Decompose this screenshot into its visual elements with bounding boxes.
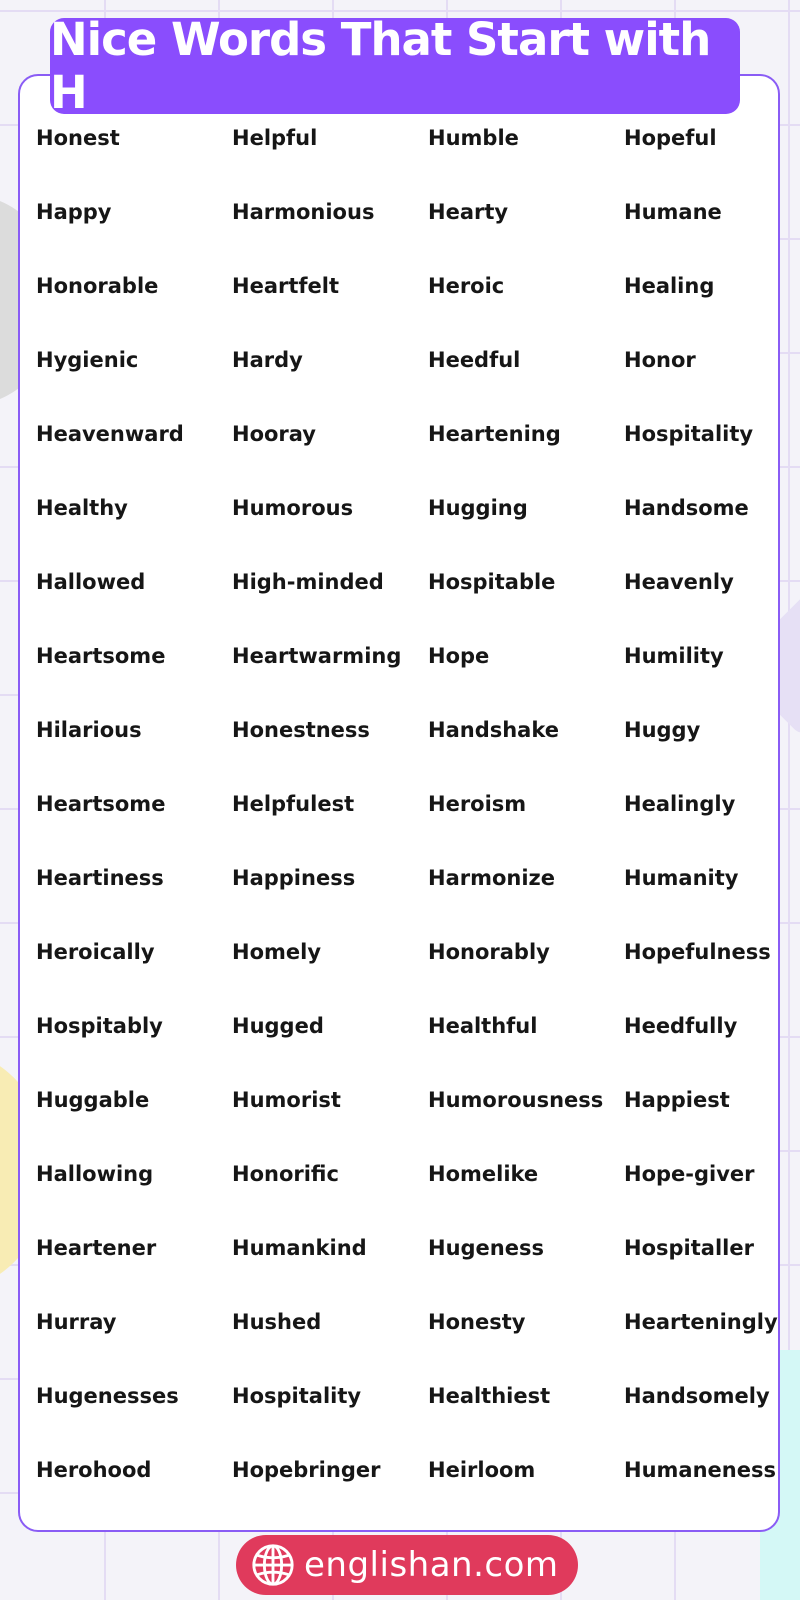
footer-site-badge[interactable] [236, 1535, 578, 1595]
word-item: Helpful [232, 126, 318, 150]
word-item: Homelike [428, 1162, 539, 1186]
word-item: Heartiness [36, 866, 164, 890]
word-item: Heartsome [36, 792, 166, 816]
word-item: Handsome [624, 496, 749, 520]
word-grid [36, 124, 796, 1530]
word-item: Hope-giver [624, 1162, 755, 1186]
word-item: Happiest [624, 1088, 730, 1112]
word-item: Hopebringer [232, 1458, 381, 1482]
word-item: Herohood [36, 1458, 152, 1482]
word-item: Humaneness [624, 1458, 776, 1482]
word-item: Hugged [232, 1014, 324, 1038]
word-item: Humanity [624, 866, 739, 890]
word-item: Hopeful [624, 126, 717, 150]
word-item: Honor [624, 348, 696, 372]
word-item: Hospitably [36, 1014, 163, 1038]
word-item: Harmonize [428, 866, 556, 890]
word-item: Hospitaller [624, 1236, 754, 1260]
word-item: Honorific [232, 1162, 339, 1186]
word-item: Honorably [428, 940, 550, 964]
word-item: Humorist [232, 1088, 341, 1112]
word-item: Hooray [232, 422, 316, 446]
word-item: Hushed [232, 1310, 322, 1334]
word-item: Hilarious [36, 718, 142, 742]
word-item: Humility [624, 644, 724, 668]
globe-icon [250, 1542, 296, 1588]
word-item: Healingly [624, 792, 736, 816]
word-item: Heartener [36, 1236, 157, 1260]
word-item: Hardy [232, 348, 303, 372]
word-item: Hurray [36, 1310, 117, 1334]
word-item: Happiness [232, 866, 356, 890]
word-item: Heroic [428, 274, 505, 298]
word-item: Heroically [36, 940, 155, 964]
word-item: Healthful [428, 1014, 538, 1038]
word-item: Hospitable [428, 570, 556, 594]
word-item: Humankind [232, 1236, 367, 1260]
word-item: Huggable [36, 1088, 150, 1112]
word-item: Healthiest [428, 1384, 551, 1408]
word-item: High-minded [232, 570, 384, 594]
word-item: Honesty [428, 1310, 526, 1334]
word-item: Hospitality [624, 422, 754, 446]
word-item: Hope [428, 644, 490, 668]
word-item: Honestness [232, 718, 370, 742]
word-item: Handsomely [624, 1384, 770, 1408]
word-item: Heartening [428, 422, 561, 446]
word-item: Homely [232, 940, 322, 964]
word-item: Heirloom [428, 1458, 536, 1482]
word-item: Heedful [428, 348, 521, 372]
word-item: Heedfully [624, 1014, 738, 1038]
word-item: Healing [624, 274, 715, 298]
word-item: Hugenesses [36, 1384, 179, 1408]
word-item: Huggy [624, 718, 701, 742]
word-list-card [18, 74, 780, 1532]
word-item: Humble [428, 126, 519, 150]
word-item: Healthy [36, 496, 128, 520]
word-item: Honest [36, 126, 120, 150]
word-item: Humorous [232, 496, 354, 520]
word-item: Hopefulness [624, 940, 771, 964]
word-item: Happy [36, 200, 112, 224]
word-item: Heavenward [36, 422, 184, 446]
word-item: Handshake [428, 718, 559, 742]
word-item: Hugging [428, 496, 528, 520]
word-item: Humane [624, 200, 722, 224]
word-item: Hospitality [232, 1384, 362, 1408]
word-item: Honorable [36, 274, 159, 298]
word-item: Heartsome [36, 644, 166, 668]
word-item: Helpfulest [232, 792, 355, 816]
word-item: Heartwarming [232, 644, 402, 668]
word-item: Humorousness [428, 1088, 604, 1112]
word-item: Harmonious [232, 200, 375, 224]
word-item: Hugeness [428, 1236, 544, 1260]
word-item: Heavenly [624, 570, 734, 594]
site-url: englishan.com [304, 1545, 559, 1585]
word-item: Hallowing [36, 1162, 154, 1186]
title-banner [50, 13, 740, 119]
word-item: Hygienic [36, 348, 139, 372]
word-item: Heartfelt [232, 274, 339, 298]
page-title: Nice Words That Start with H [50, 13, 711, 119]
word-item: Heroism [428, 792, 527, 816]
word-item: Hallowed [36, 570, 146, 594]
word-item: Hearty [428, 200, 509, 224]
word-item: Hearteningly [624, 1310, 778, 1334]
